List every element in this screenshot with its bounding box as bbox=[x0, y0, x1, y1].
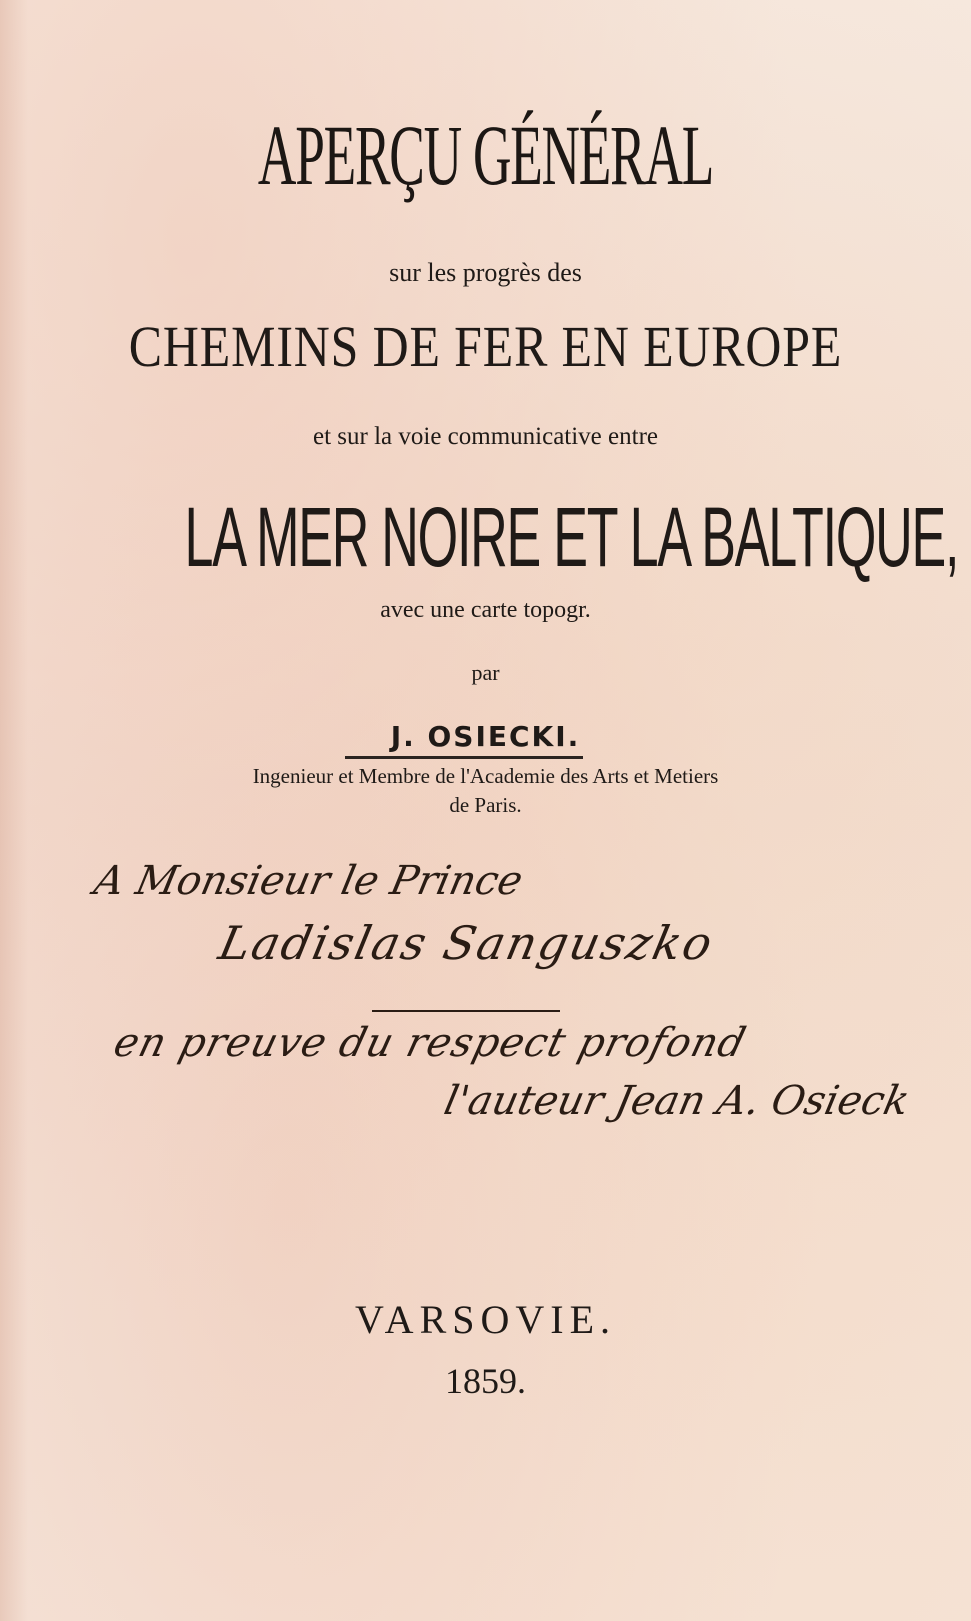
subtitle-map-note: avec une carte topogr. bbox=[380, 597, 591, 623]
imprint-year: 1859. bbox=[445, 1361, 526, 1401]
inscription-line-2: Ladislas Sanguszko bbox=[214, 916, 719, 970]
subtitle-railways: CHEMINS DE FER EN EUROPE bbox=[128, 314, 843, 379]
author-underline bbox=[345, 756, 583, 759]
inscription-line-3: en preuve du respect profond bbox=[109, 1020, 751, 1066]
author-credentials-1: Ingenieur et Membre de l'Academie des Arts et Metiers bbox=[252, 764, 719, 788]
subtitle-connector-2: et sur la voie communicative entre bbox=[312, 423, 658, 450]
subtitle-seas: LA MER NOIRE ET LA BALTIQUE, bbox=[184, 490, 959, 584]
imprint-place: VARSOVIE. bbox=[354, 1297, 617, 1342]
author-name: J. OSIECKI. bbox=[390, 720, 581, 753]
inscription-divider bbox=[372, 1010, 560, 1012]
inscription-signature: l'auteur Jean A. Osieck bbox=[440, 1078, 914, 1124]
author-by: par bbox=[471, 660, 500, 685]
author-credentials-2: de Paris. bbox=[449, 793, 522, 817]
main-title: APERÇU GÉNÉRAL bbox=[257, 107, 714, 203]
subtitle-connector-1: sur les progrès des bbox=[389, 258, 582, 287]
inscription-line-1: A Monsieur le Prince bbox=[90, 858, 527, 904]
